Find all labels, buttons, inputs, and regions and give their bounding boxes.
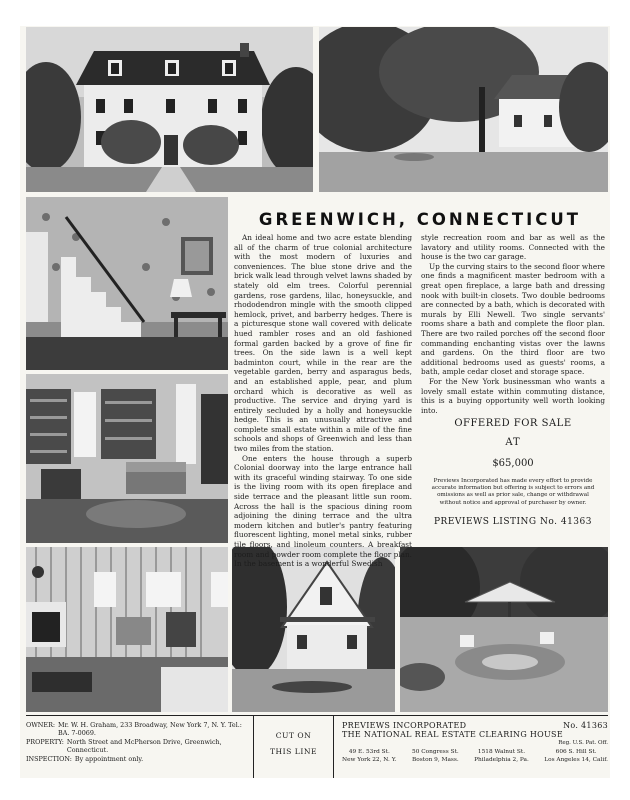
- inspection-label: INSPECTION:: [26, 754, 72, 763]
- inspection-value: By appointment only.: [74, 754, 144, 763]
- office-address: [544, 748, 608, 764]
- listing-sheet: [20, 26, 610, 778]
- description-paragraph: style recreation room and bar as well as the lavatory and utility rooms. Connected with the house is the two car garage.: [421, 233, 605, 262]
- description-paragraph: Up the curving stairs to the second floor where one finds a magnificent master bedroom with a great open fireplace, a large bath and dressing nook with built-in closets. Two double bedrooms are connected by a bath, which is decorated with murals by Elli Newell. Two single servants' rooms share a bath and complete the floor plan. There are two railed porches off the second floor commanding enchanting vistas over the lawns and gardens. On the third floor are two additional bedrooms used as guests' rooms, a bath, ample cedar closet and storage space.: [421, 261, 605, 377]
- footer-listing-number: No. 41363: [563, 721, 608, 730]
- company-details: [334, 716, 608, 778]
- office-city: Los Angeles 14, Calif.: [544, 757, 608, 763]
- property-value: North Street and McPherson Drive, Greenwich, Connecticut.: [66, 737, 222, 755]
- photo-living-room: [26, 374, 228, 543]
- office-address: [412, 748, 459, 764]
- office-street: 606 S. Hill St.: [555, 749, 597, 755]
- description-paragraph: One enters the house through a superb Colonial doorway into the large entrance hall with its graceful winding stairway. To one side is the living room with its open fireplace and side terrace and the pleasant little sun room. Across the hall is the spacious dining room adjoining the dining terrace and the ultra modern kitchen and butler's pantry featuring fluorescent lighting, monel metal sinks, rubber tile floors, and linoleum counters. A breakfast room and powder room complete the floor plan. In the basement is a wonderful Swedish: [234, 453, 412, 569]
- owner-value: Mr. W. H. Graham, 233 Broadway, New York 7, N. Y. Tel.: BA. 7-0069.: [58, 721, 242, 738]
- offer-at: AT: [505, 437, 521, 448]
- cut-line-text: THIS LINE: [269, 747, 318, 756]
- office-street: 1518 Walnut St.: [477, 749, 526, 755]
- office-city: Philadelphia 2, Pa.: [474, 757, 529, 763]
- trademark-note: Reg. U.S. Pat. Off.: [558, 740, 608, 746]
- company-subtitle: THE NATIONAL REAL ESTATE CLEARING HOUSE: [342, 730, 563, 739]
- owner-label: OWNER:: [26, 721, 56, 729]
- photo-garden-terrace: [400, 547, 608, 712]
- description-column-right: [421, 233, 605, 423]
- property-label: PROPERTY:: [26, 737, 64, 746]
- listing-title: GREENWICH, CONNECTICUT: [258, 210, 582, 229]
- office-address: [474, 748, 529, 764]
- property-row: [26, 738, 249, 755]
- office-city: New York 22, N. Y.: [342, 757, 397, 763]
- office-address: [342, 748, 397, 764]
- cut-line-note: [254, 716, 334, 778]
- photo-house-gable: [232, 547, 395, 712]
- owner-row: [26, 721, 249, 738]
- company-name: PREVIEWS INCORPORATED: [342, 721, 467, 730]
- inspection-row: [26, 755, 249, 763]
- cut-line-text: CUT ON: [275, 731, 312, 740]
- offer-label: OFFERED FOR SALE: [454, 418, 572, 429]
- photo-rear-lawn: [319, 27, 608, 192]
- listing-number: PREVIEWS LISTING No. 41363: [434, 516, 592, 527]
- owner-details: [26, 716, 254, 778]
- office-city: Boston 9, Mass.: [412, 757, 459, 763]
- photo-house-front: [26, 27, 313, 192]
- photo-entrance-hall: [26, 197, 228, 370]
- photo-bedroom: [26, 547, 228, 712]
- description-paragraph: For the New York businessman who wants a lovely small estate within commuting distance, this is a buying opportunity well worth looking into.: [421, 376, 605, 415]
- office-addresses: [342, 748, 608, 764]
- description-column-left: [234, 233, 412, 569]
- office-street: 49 E. 53rd St.: [348, 749, 390, 755]
- offer-block: [421, 418, 605, 527]
- footer-coupon: [26, 715, 608, 777]
- description-paragraph: An ideal home and two acre estate blending all of the charm of true colonial architecture with the most modern of luxuries and conveniences. The blue stone drive and the brick walk lead through velvet lawns shaded by stately old elm trees. Colorful perennial gardens, rose gardens, lilac, honeysuckle, and rhododendron mingle with the smooth clipped hemlock, privet, and barberry hedges. There is a picturesque stone wall covered with delicate hued rambler roses and an old fashioned formal garden backed by a grove of fine fir trees. On the side lawn is a well kept badminton court, while in the rear are the vegetable garden, berry and asparagus beds, and an established apple, pear, and plum orchard which is decorative as well as productive. The service and drying yard is entirely secluded by a holly and honeysuckle hedge. This is an unusually attractive and complete small estate within a mile of the fine schools and shops of Greenwich and less than two miles from the station.: [234, 233, 412, 454]
- offer-disclaimer: Previews Incorporated has made every effort to provide accurate information but offering is subject to errors and omissions as well as prior sale, change or withdrawal without notice and approval of purchaser by owner.: [431, 478, 595, 506]
- offer-price: $65,000: [492, 458, 534, 469]
- office-street: 50 Congress St.: [412, 749, 459, 755]
